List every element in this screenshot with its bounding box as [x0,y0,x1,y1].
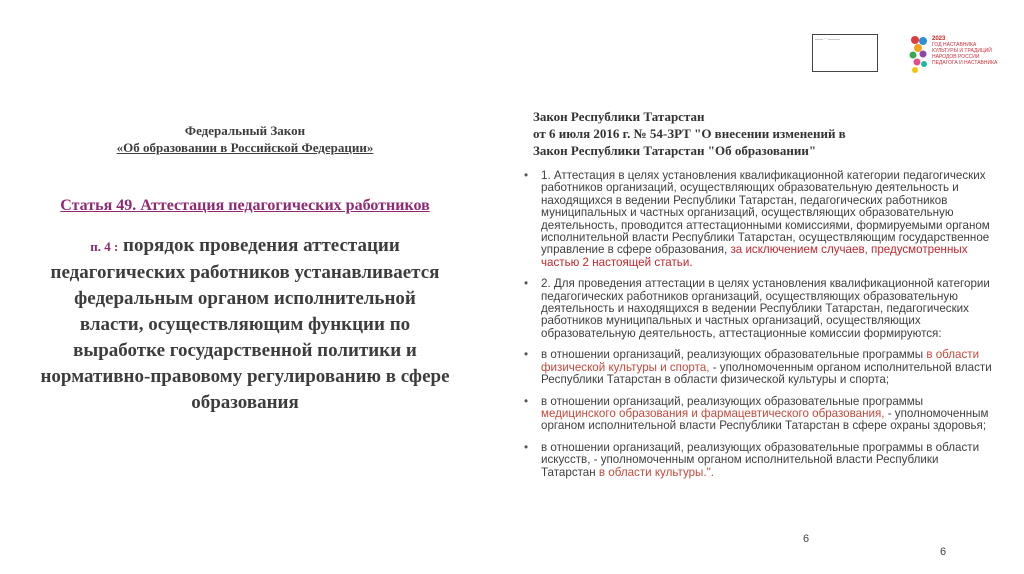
item-4-text [40,233,450,416]
page-number-footer: 6 [940,546,947,558]
tatarstan-heading-line-2: от 6 июля 2016 г. № 54-ЗРТ "О внесении изменений в [533,126,846,141]
arts-bullet-pre: в отношении организаций, реализующих образовательные программы в области искусств, - уполномоченным органом исполнительной власти Республики Татарстан [541,440,980,479]
article-49-heading: Статья 49. Аттестация педагогических работников [60,197,430,214]
sport-bullet-pre: в отношении организаций, реализующих образовательные программы [541,348,924,362]
paragraph-1-text: 1. Аттестация в целях установления квалификационной категории педагогических работников организаций, осуществляющих образовательную деятельность и находящихся в ведении Республики Татарстан, педагогических работников муниципальных и частных организаций, осуществляющих образовательную деятельность, проводится аттестационными комиссиями, формируемыми органом исполнительной власти Республики Татарстан, осуществляющим государственное управление в сфере образования, [541,169,990,257]
logo-caption [932,36,997,66]
logo-year: 2023 [932,36,946,42]
paragraph-2-text: 2. Для проведения аттестации в целях установления квалификационной категории педагогических работников организаций, осуществляющих образовательную деятельность и находящихся в ведении Республики Татарстан, педагогических работников муниципальных и частных организаций, осуществляющих образовательную деятельность, аттестационные комиссии формируются: [541,277,990,340]
sport-bullet-highlight: в области физической культуры и спорта, [541,348,980,374]
tatarstan-heading-line-1: Закон Республики Татарстан [533,109,705,124]
paragraph-1-highlight: за исключением случаев, предусмотренных частью 2 настоящей статьи. [541,243,968,269]
medical-bullet-highlight: медицинского образования и фармацевтического образования, [541,406,885,420]
logo-emblem-icon [908,32,930,78]
logo-subtitle: ГОД НАСТАВНИКА КУЛЬТУРЫ И ТРАДИЦИЙ НАРОДОВ РОССИИ ПЕДАГОГА И НАСТАВНИКА [932,42,998,66]
item-body: порядок проведения аттестации педагогических работников устанавливается федеральным органом исполнительной власти, осуществляющим функции по выработке государственной политики и нормативно-правовому регулированию в сфере образования [40,235,450,413]
medical-bullet-post: - уполномоченным органом исполнительной власти Республики Татарстан в сфере охраны здоровья; [541,406,989,433]
tatarstan-heading-line-3: Закон Республики Татарстан "Об образовании" [533,143,817,158]
tatarstan-law-heading [533,108,953,159]
thumbnail-caption: —— ·· ——— [815,36,840,41]
arts-bullet-highlight: в области культуры.". [595,465,714,479]
federal-law-line-1: Федеральный Закон [184,123,306,138]
slide-thumbnail [812,34,878,72]
list-item [524,278,994,340]
page-number: 6 [803,533,810,545]
year-logo [908,32,1004,82]
list-item [524,442,994,479]
list-item [524,170,994,269]
list-item [524,396,994,433]
federal-law-line-2: «Об образовании в Российской Федерации» [116,140,374,155]
medical-bullet-pre: в отношении организаций, реализующих образовательные программы [541,394,924,408]
list-item [524,349,994,386]
federal-law-title [40,122,450,156]
federal-law-column [40,122,450,416]
item-number: п. 4 : [90,239,119,254]
tatarstan-law-list [524,170,994,488]
sport-bullet-post: - уполномоченным органом исполнительной власти Республики Татарстан в области физической культуры и спорта; [541,360,992,387]
